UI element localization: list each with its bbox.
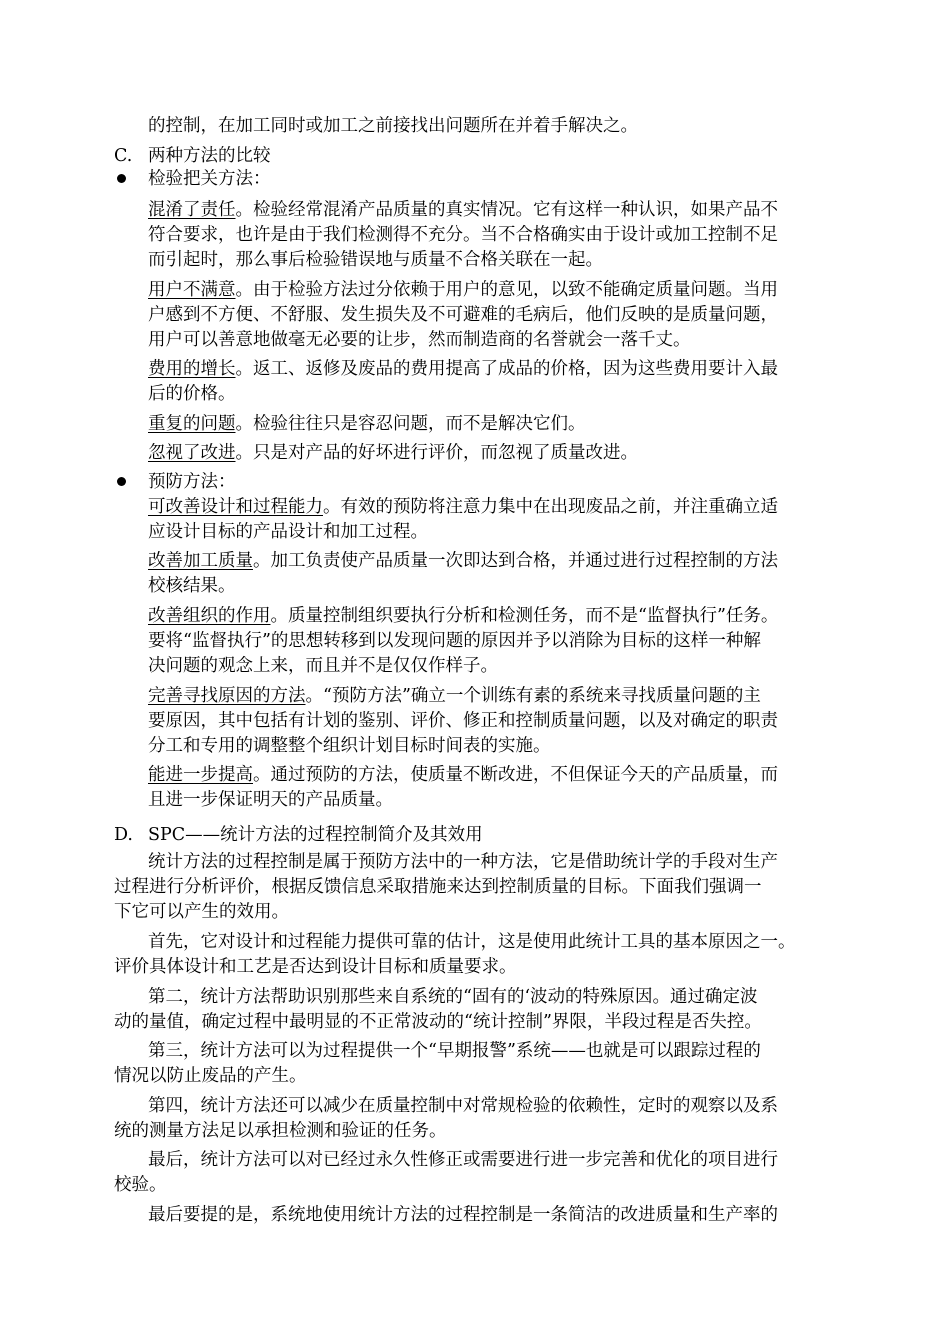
paragraph-line: 统计方法的过程控制是属于预防方法中的一种方法，它是借助统计学的手段对生产: [148, 852, 778, 872]
prevention-item-term: 改善组织的作用: [148, 606, 271, 626]
prevention-item-line: 校核结果。: [148, 576, 236, 596]
prevention-item-line: 能进一步提高。通过预防的方法，使质量不断改进，不但保证今天的产品质量，而: [148, 765, 778, 785]
prevention-item-line: 且进一步保证明天的产品质量。: [148, 790, 393, 810]
prevention-item-term: 能进一步提高: [148, 765, 253, 785]
paragraph-line: 动的量值，确定过程中最明显的不正常波动的“统计控制”界限，半段过程是否失控。: [114, 1012, 762, 1032]
inspection-item-line: 费用的增长。返工、返修及废品的费用提高了成品的价格，因为这些费用要计入最: [148, 359, 778, 379]
inspection-item-line: 重复的问题。检验往往只是容忍问题，而不是解决它们。: [148, 414, 586, 434]
prevention-item-line: 完善寻找原因的方法。“预防方法”确立一个训练有素的系统来寻找质量问题的主: [148, 686, 761, 706]
paragraph-line: 最后要提的是，系统地使用统计方法的过程控制是一条简洁的改进质量和生产率的: [148, 1205, 778, 1225]
inspection-item-line: 符合要求，也许是由于我们检测得不充分。当不合格确实由于设计或加工控制不足: [148, 225, 778, 245]
prevention-item-line: 应设计目标的产品设计和加工过程。: [148, 522, 428, 542]
prevention-item-term: 完善寻找原因的方法: [148, 686, 306, 706]
section-d-label: D.: [114, 825, 133, 845]
section-c-title: 两种方法的比较: [148, 146, 271, 166]
prevention-item-term: 可改善设计和过程能力: [148, 497, 323, 517]
section-c-label: C.: [114, 146, 133, 166]
prevention-item-line: 要原因，其中包括有计划的鉴别、评价、修正和控制质量问题，以及对确定的职责: [148, 711, 778, 731]
bullet-icon: [117, 174, 126, 183]
inspection-item-line: 而引起时，那么事后检验错误地与质量不合格关联在一起。: [148, 250, 603, 270]
inspection-item-term: 用户不满意: [148, 280, 236, 300]
prevention-item-line: 改善组织的作用。质量控制组织要执行分析和检测任务，而不是“监督执行”任务。: [148, 606, 779, 626]
inspection-item-line: 户感到不方便、不舒服、发生损失及不可避难的毛病后，他们反映的是质量问题，: [148, 305, 778, 325]
paragraph-line: 最后，统计方法可以对已经过永久性修正或需要进行进一步完善和优化的项目进行: [148, 1150, 778, 1170]
paragraph-line: 第四，统计方法还可以减少在质量控制中对常规检验的依赖性，定时的观察以及系: [148, 1096, 778, 1116]
prevention-item-line: 改善加工质量。加工负责使产品质量一次即达到合格，并通过进行过程控制的方法: [148, 551, 778, 571]
paragraph-line: 下它可以产生的效用。: [114, 902, 289, 922]
inspection-item-line: 用户可以善意地做毫无必要的让步，然而制造商的名誉就会一落千丈。: [148, 330, 691, 350]
paragraph-line: 第三，统计方法可以为过程提供一个“早期报警”系统——也就是可以跟踪过程的: [148, 1041, 761, 1061]
inspection-item-line: 混淆了责任。检验经常混淆产品质量的真实情况。它有这样一种认识，如果产品不: [148, 200, 778, 220]
paragraph-line: 评价具体设计和工艺是否达到设计目标和质量要求。: [114, 957, 517, 977]
inspection-item-term: 忽视了改进: [148, 443, 236, 463]
prevention-item-term: 改善加工质量: [148, 551, 253, 571]
paragraph-line: 统的测量方法足以承担检测和验证的任务。: [114, 1121, 447, 1141]
paragraph-line: 第二，统计方法帮助识别那些来自系统的“固有的‘波动的特殊原因。通过确定波: [148, 987, 758, 1007]
inspection-item-line: 用户不满意。由于检验方法过分依赖于用户的意见，以致不能确定质量问题。当用: [148, 280, 778, 300]
paragraph-line: 首先，它对设计和过程能力提供可靠的估计，这是使用此统计工具的基本原因之一。: [148, 932, 796, 952]
section-d-title: SPC——统计方法的过程控制简介及其效用: [148, 825, 483, 845]
paragraph-line: 情况以防止废品的产生。: [114, 1066, 307, 1086]
prevention-item-line: 要将“监督执行”的思想转移到以发现问题的原因并予以消除为目标的这样一种解: [148, 631, 761, 651]
inspection-item-term: 混淆了责任: [148, 200, 236, 220]
inspection-item-term: 费用的增长: [148, 359, 236, 379]
prevention-item-line: 决问题的观念上来，而且并不是仅仅作样子。: [148, 656, 498, 676]
inspection-heading: 检验把关方法：: [148, 169, 271, 189]
paragraph-line: 校验。: [114, 1175, 167, 1195]
inspection-item-term: 重复的问题: [148, 414, 236, 434]
bullet-icon: [117, 477, 126, 486]
prevention-item-line: 分工和专用的调整整个组织计划目标时间表的实施。: [148, 736, 551, 756]
continuation-line: 的控制，在加工同时或加工之前接找出问题所在并着手解决之。: [148, 116, 638, 136]
prevention-heading: 预防方法：: [148, 472, 236, 492]
paragraph-line: 过程进行分析评价，根据反馈信息采取措施来达到控制质量的目标。下面我们强调一: [114, 877, 762, 897]
inspection-item-line: 忽视了改进。只是对产品的好坏进行评价，而忽视了质量改进。: [148, 443, 638, 463]
inspection-item-line: 后的价格。: [148, 384, 236, 404]
prevention-item-line: 可改善设计和过程能力。有效的预防将注意力集中在出现废品之前，并注重确立适: [148, 497, 778, 517]
